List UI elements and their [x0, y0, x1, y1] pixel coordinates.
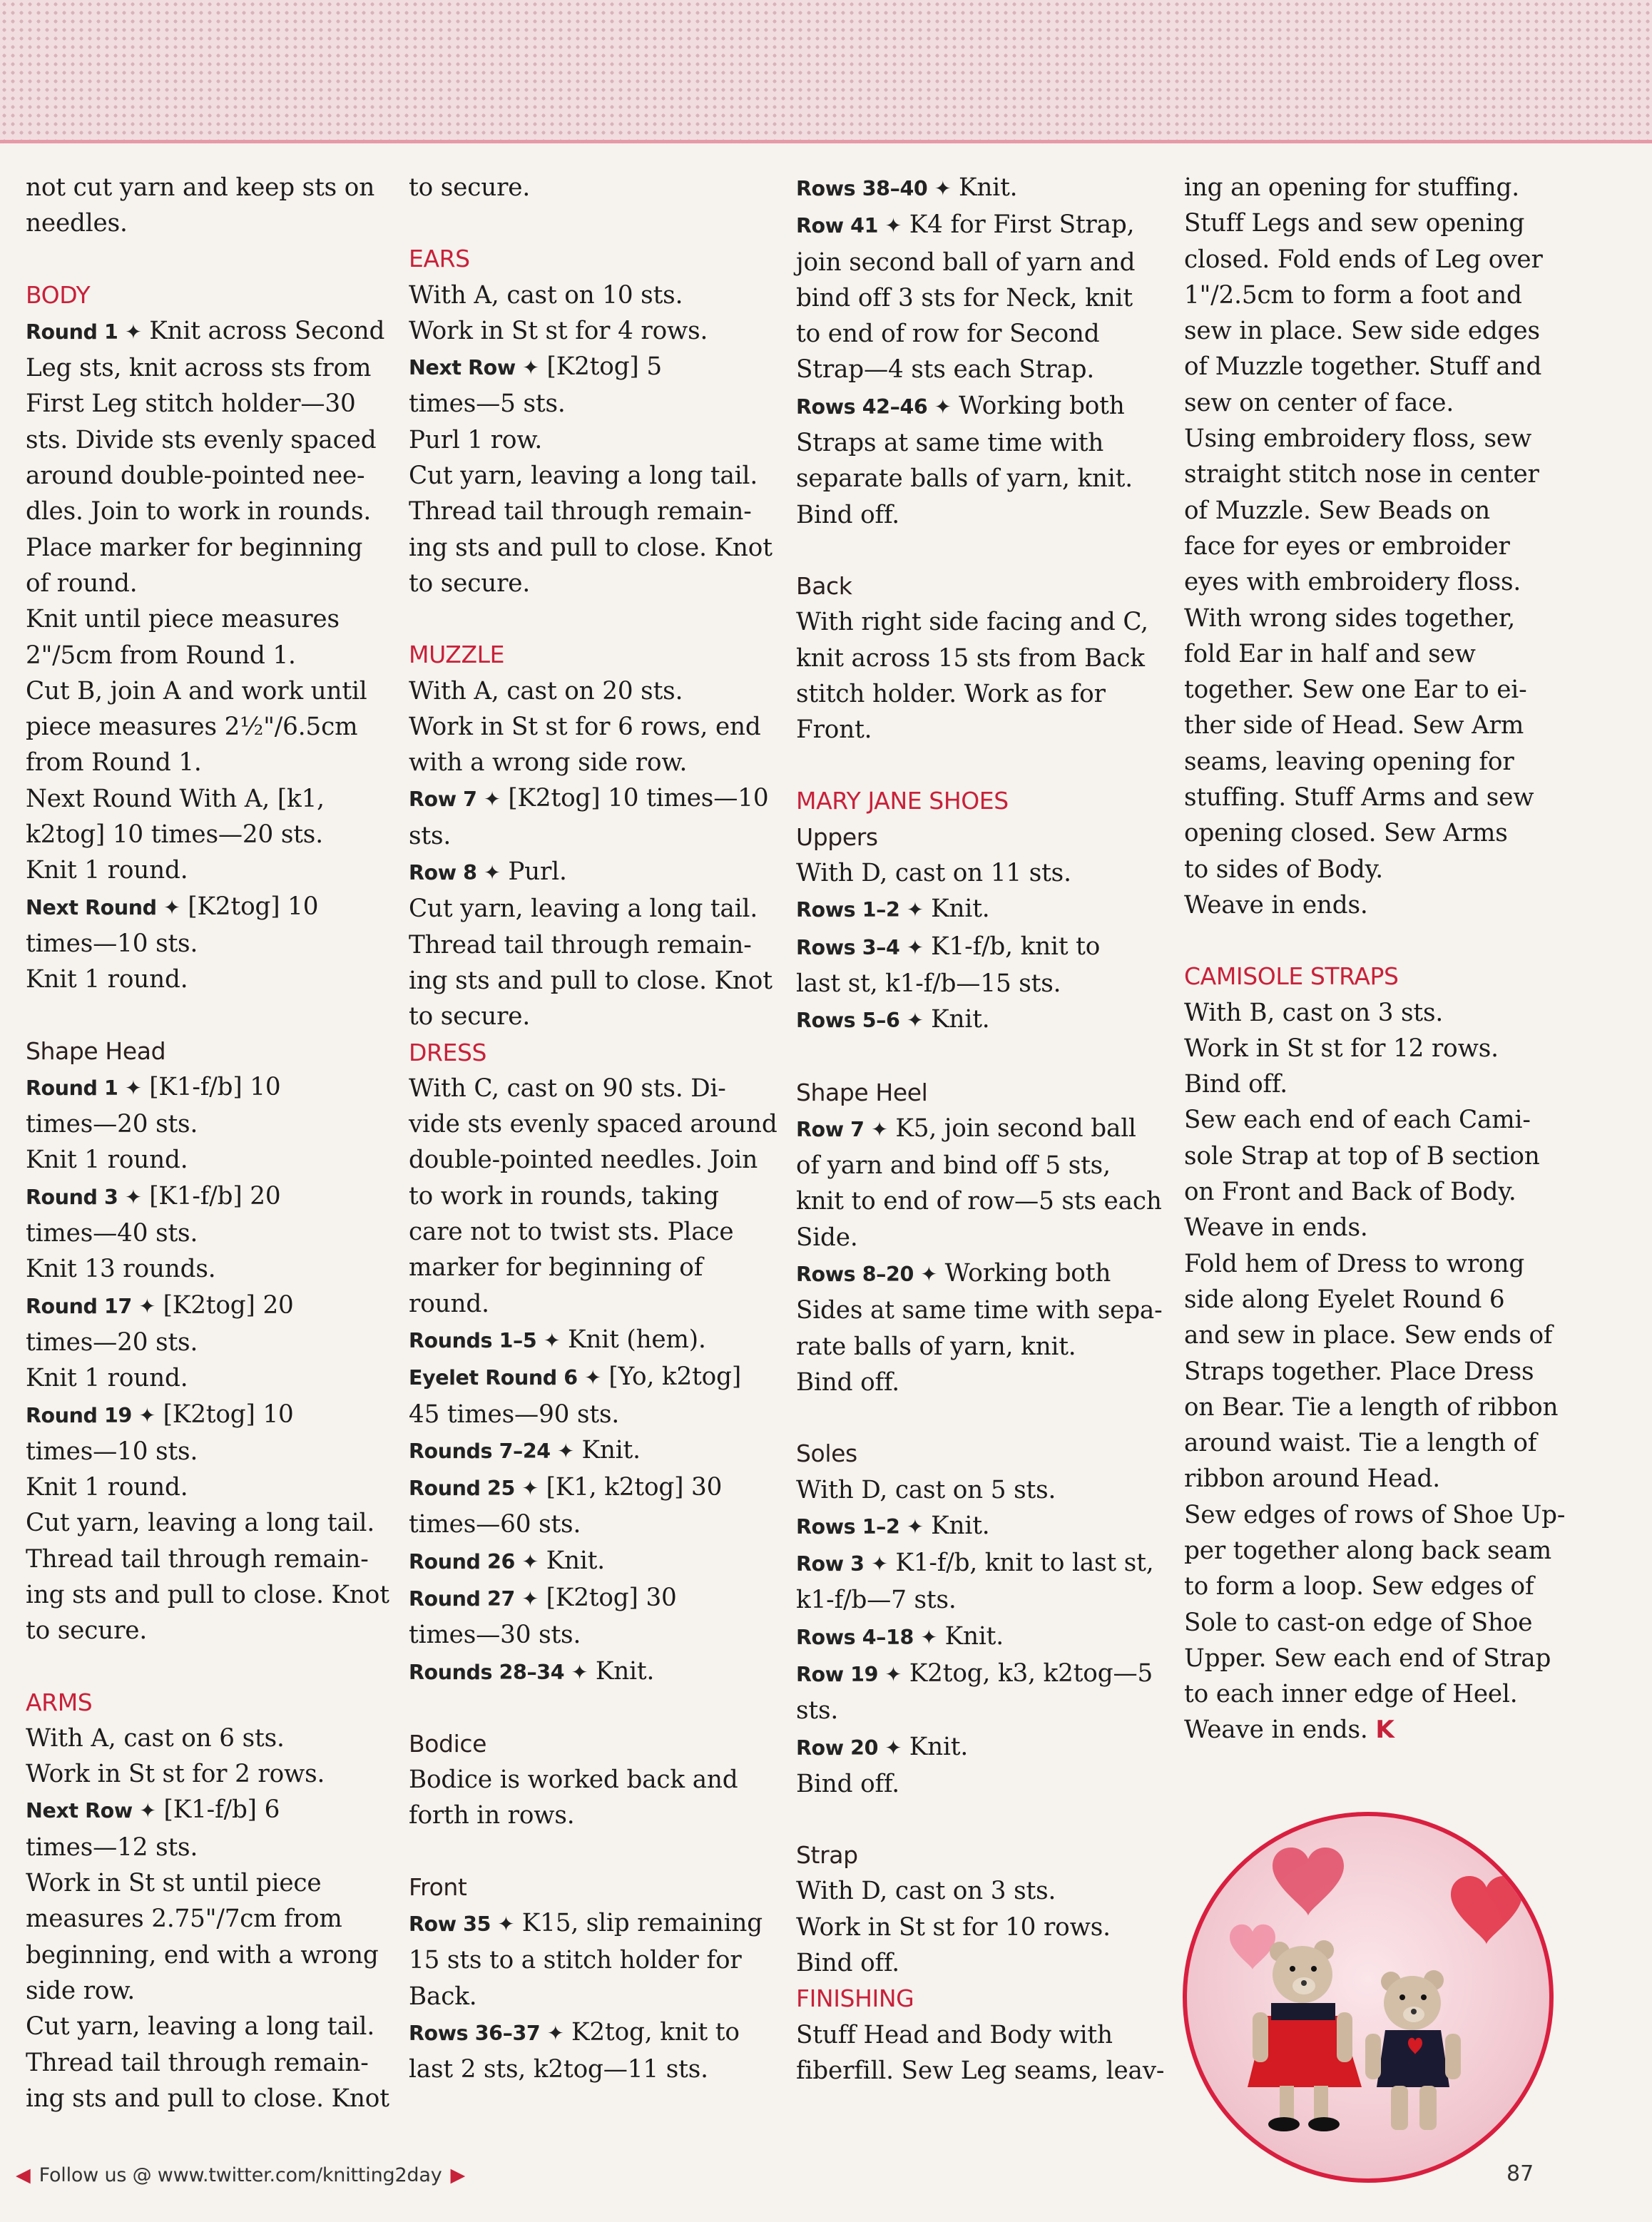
text-line: Sides at same time with sepa- — [796, 1296, 1163, 1325]
text-line: Purl 1 row. — [409, 425, 543, 454]
end-mark: K — [1375, 1716, 1394, 1745]
text-line: face for eyes or embroider — [1184, 531, 1510, 561]
text-line: to form a loop. Sew edges of — [1184, 1572, 1534, 1601]
text-line: times—10 sts. — [26, 929, 198, 958]
text-line: Round 3 ✦ [K1-f/b] 20 — [26, 1181, 281, 1211]
text-line: 1"/2.5cm to form a foot and — [1184, 280, 1522, 310]
text-line: Rows 5–6 ✦ Knit. — [796, 1005, 990, 1034]
text-line: together. Sew one Ear to ei- — [1184, 676, 1527, 705]
text-line: Bind off. — [796, 1367, 900, 1397]
text-line: Rows 38–40 ✦ Knit. — [796, 173, 1018, 202]
text-line: times—20 sts. — [26, 1327, 198, 1357]
text-line: Round 1 ✦ Knit across Second — [26, 316, 385, 345]
text-line: from Round 1. — [26, 748, 202, 778]
text-line: Place marker for beginning — [26, 533, 363, 562]
text-line: Rows 36–37 ✦ K2tog, knit to — [409, 2017, 740, 2047]
subheading-soles: Soles — [796, 1439, 857, 1468]
text-line: 15 sts to a stitch holder for — [409, 1946, 742, 1975]
text-line: Side. — [796, 1223, 858, 1252]
text-line: Rows 1–2 ✦ Knit. — [796, 895, 990, 924]
text-line: Thread tail through remain- — [409, 497, 752, 526]
text-line: Work in St st for 2 rows. — [26, 1760, 325, 1789]
text-line: times—10 sts. — [26, 1437, 198, 1466]
text-line: With D, cast on 11 sts. — [796, 859, 1071, 888]
text-line: side row. — [26, 1976, 136, 2005]
text-line: Straps at same time with — [796, 429, 1104, 458]
text-line: Bind off. — [796, 500, 900, 529]
heart-balloon-icon — [1451, 1876, 1522, 1945]
text-line: Cut yarn, leaving a long tail. — [26, 1509, 375, 1538]
footer-left-ornament-icon: ◀ — [16, 2164, 31, 2186]
text-line: Rows 42–46 ✦ Working both — [796, 391, 1125, 420]
subheading-shape-head: Shape Head — [26, 1036, 166, 1065]
subheading-bodice: Bodice — [409, 1729, 486, 1758]
text-line: times—60 sts. — [409, 1510, 581, 1539]
section-heading-arms: ARMS — [26, 1688, 93, 1716]
text-line: stitch holder. Work as for — [796, 679, 1106, 708]
text-line: fold Ear in half and sew — [1184, 639, 1476, 668]
text-line: round. — [409, 1289, 489, 1318]
text-line: opening closed. Sew Arms — [1184, 819, 1508, 848]
text-line: sts. Divide sts evenly spaced — [26, 425, 377, 454]
text-line: needles. — [26, 209, 128, 238]
text-line: knit across 15 sts from Back — [796, 643, 1145, 673]
text-line: times—20 sts. — [26, 1110, 198, 1139]
text-line: Eyelet Round 6 ✦ [Yo, k2tog] — [409, 1362, 742, 1392]
text-line: separate balls of yarn, knit. — [796, 464, 1133, 494]
text-line: to end of row for Second — [796, 320, 1100, 349]
text-line: times—40 sts. — [26, 1219, 198, 1248]
text-line: and sew in place. Sew ends of — [1184, 1321, 1553, 1350]
text-line: Using embroidery floss, sew — [1184, 424, 1532, 454]
text-line: Thread tail through remain- — [26, 1544, 369, 1574]
text-line: measures 2.75"/7cm from — [26, 1905, 342, 1934]
text-line: Knit until piece measures — [26, 605, 340, 634]
text-line: Rounds 28–34 ✦ Knit. — [409, 1656, 655, 1686]
text-line: dles. Join to work in rounds. — [26, 497, 372, 526]
text-line: Next Round ✦ [K2tog] 10 — [26, 892, 319, 921]
subheading-strap: Strap — [796, 1841, 858, 1870]
text-line: per together along back seam — [1184, 1536, 1552, 1565]
text-line: Round 27 ✦ [K2tog] 30 — [409, 1583, 677, 1612]
text-line: Round 17 ✦ [K2tog] 20 — [26, 1290, 294, 1320]
footer-text: Follow us @ www.twitter.com/knitting2day — [39, 2164, 442, 2186]
section-heading-mary-jane-shoes: MARY JANE SHOES — [796, 787, 1009, 815]
text-line: Rows 1–2 ✦ Knit. — [796, 1511, 990, 1540]
text-line: With D, cast on 3 sts. — [796, 1877, 1056, 1906]
footer-right-ornament-icon: ▶ — [450, 2164, 466, 2186]
text-line: Next Round With A, [k1, — [26, 784, 325, 813]
text-line: Bind off. — [796, 1949, 900, 1978]
bear-red-dress — [1248, 1940, 1362, 2131]
text-line: bind off 3 sts for Neck, knit — [796, 283, 1133, 312]
column-1 — [26, 170, 397, 2116]
text-line: last 2 sts, k2tog—11 sts. — [409, 2055, 708, 2084]
text-line: Stuff Legs and sew opening — [1184, 209, 1525, 238]
text-line: Thread tail through remain- — [26, 2048, 369, 2077]
text-line: Back. — [409, 1982, 477, 2011]
text-line: around waist. Tie a length of — [1184, 1429, 1537, 1458]
text-line: With A, cast on 10 sts. — [409, 280, 683, 310]
text-line: times—30 sts. — [409, 1621, 581, 1650]
text-line: double-pointed needles. Join — [409, 1146, 758, 1175]
section-heading-ears: EARS — [409, 245, 470, 273]
text-line: Thread tail through remain- — [409, 930, 752, 959]
text-line: Round 26 ✦ Knit. — [409, 1546, 605, 1575]
text-line: With A, cast on 20 sts. — [409, 676, 683, 705]
text-line: Work in St st until piece — [26, 1869, 322, 1898]
text-line: Rows 3–4 ✦ K1-f/b, knit to — [796, 932, 1101, 961]
subheading-back: Back — [796, 571, 852, 600]
footer-follow-link[interactable] — [7, 2164, 474, 2186]
text-line: sole Strap at top of B section — [1184, 1141, 1540, 1171]
subheading-uppers: Uppers — [796, 822, 878, 851]
text-line: Knit 13 rounds. — [26, 1255, 216, 1284]
text-line: sts. — [796, 1696, 839, 1726]
text-line: of Muzzle. Sew Beads on — [1184, 496, 1491, 525]
text-line: With C, cast on 90 sts. Di- — [409, 1074, 726, 1103]
text-line: Knit 1 round. — [26, 1473, 188, 1502]
text-line: Next Row ✦ [K1-f/b] 6 — [26, 1795, 280, 1825]
text-line: ing sts and pull to close. Knot — [409, 533, 773, 562]
heart-balloon-icon — [1230, 1925, 1275, 1969]
text-line: With D, cast on 5 sts. — [796, 1475, 1056, 1504]
text-line: Row 8 ✦ Purl. — [409, 857, 567, 887]
text-line: Knit 1 round. — [26, 1146, 188, 1175]
text-line: Stuff Head and Body with — [796, 2020, 1113, 2049]
text-line: Rows 8–20 ✦ Working both — [796, 1259, 1111, 1288]
text-line: Knit 1 round. — [26, 965, 188, 994]
text-line: closed. Fold ends of Leg over — [1184, 245, 1543, 274]
text-line: Row 3 ✦ K1-f/b, knit to last st, — [796, 1549, 1154, 1578]
text-line: sts. — [409, 821, 452, 850]
text-line: to secure. — [409, 1002, 531, 1031]
text-line: With right side facing and C, — [796, 608, 1148, 637]
bear-navy-sweater — [1365, 1970, 1461, 2130]
text-line: with a wrong side row. — [409, 748, 688, 778]
top-band-rule — [0, 140, 1652, 143]
text-line: Next Row ✦ [K2tog] 5 — [409, 352, 662, 382]
text-line: Rows 4–18 ✦ Knit. — [796, 1621, 1004, 1651]
text-line: Knit 1 round. — [26, 1364, 188, 1393]
text-line: of yarn and bind off 5 sts, — [796, 1151, 1111, 1181]
text-line: knit to end of row—5 sts each — [796, 1187, 1162, 1216]
text-line: Fold hem of Dress to wrong — [1184, 1249, 1525, 1278]
text-line: beginning, end with a wrong — [26, 1940, 379, 1969]
text-line: Row 35 ✦ K15, slip remaining — [409, 1909, 763, 1938]
text-line: last st, k1-f/b—15 sts. — [796, 969, 1061, 998]
text-line: join second ball of yarn and — [796, 248, 1136, 277]
text-line: Row 20 ✦ Knit. — [796, 1732, 969, 1761]
text-line: Row 7 ✦ K5, join second ball — [796, 1113, 1136, 1143]
text-line: rate balls of yarn, knit. — [796, 1332, 1076, 1361]
text-line: Round 1 ✦ [K1-f/b] 10 — [26, 1072, 281, 1101]
text-line: Cut yarn, leaving a long tail. — [26, 2012, 375, 2042]
text-line: With B, cast on 3 sts. — [1184, 998, 1444, 1027]
text-line: of round. — [26, 569, 138, 598]
text-line: times—5 sts. — [409, 389, 566, 419]
text-line: Round 19 ✦ [K2tog] 10 — [26, 1400, 294, 1429]
text-line: With A, cast on 6 sts. — [26, 1723, 285, 1753]
text-line: Sew edges of rows of Shoe Up- — [1184, 1500, 1566, 1529]
text-line: ther side of Head. Sew Arm — [1184, 711, 1524, 740]
text-line: to secure. — [26, 1616, 148, 1646]
text-line: Rounds 1–5 ✦ Knit (hem). — [409, 1325, 706, 1354]
column-4 — [1184, 170, 1569, 1748]
text-line: vide sts evenly spaced around — [409, 1110, 777, 1139]
text-line: care not to twist sts. Place — [409, 1218, 734, 1247]
text-line: Bind off. — [796, 1769, 900, 1798]
text-line: ing sts and pull to close. Knot — [409, 966, 773, 995]
text-line: Upper. Sew each end of Strap — [1184, 1643, 1551, 1673]
text-line: to secure. — [409, 173, 531, 202]
text-line: ing an opening for stuffing. — [1184, 173, 1519, 202]
text-line: Straps together. Place Dress — [1184, 1357, 1534, 1386]
text-line: Bodice is worked back and — [409, 1765, 738, 1795]
text-line: piece measures 2½"/6.5cm — [26, 713, 358, 742]
section-heading-body: BODY — [26, 280, 91, 309]
text-line: k2tog] 10 times—20 sts. — [26, 820, 323, 850]
subheading-shape-heel: Shape Heel — [796, 1078, 928, 1106]
text-line: Cut yarn, leaving a long tail. — [409, 895, 758, 924]
text-line: sew on center of face. — [1184, 388, 1454, 417]
text-line: on Bear. Tie a length of ribbon — [1184, 1392, 1559, 1422]
text-line: not cut yarn and keep sts on — [26, 173, 375, 202]
text-line: Work in St st for 10 rows. — [796, 1912, 1111, 1942]
text-line: Work in St st for 6 rows, end — [409, 712, 761, 741]
subheading-front: Front — [409, 1872, 467, 1901]
text-line: Knit 1 round. — [26, 856, 188, 885]
text-line: 2"/5cm from Round 1. — [26, 641, 296, 670]
text-line: fiberfill. Sew Leg seams, leav- — [796, 2056, 1165, 2085]
text-line: sew in place. Sew side edges — [1184, 317, 1540, 346]
text-line: times—12 sts. — [26, 1833, 198, 1862]
heart-balloon-icon — [1273, 1848, 1344, 1916]
page-number: 87 — [1506, 2161, 1534, 2186]
text-line: k1-f/b—7 sts. — [796, 1586, 957, 1615]
text-line: ing sts and pull to close. Knot — [26, 2084, 389, 2113]
column-2 — [409, 170, 780, 2088]
section-heading-dress: DRESS — [409, 1038, 487, 1066]
text-line: forth in rows. — [409, 1801, 575, 1830]
text-line: Work in St st for 12 rows. — [1184, 1034, 1499, 1063]
text-line: to work in rounds, taking — [409, 1181, 719, 1211]
text-line: Rounds 7–24 ✦ Knit. — [409, 1435, 641, 1464]
text-line: stuffing. Stuff Arms and sew — [1184, 783, 1534, 812]
text-line: to sides of Body. — [1184, 855, 1383, 884]
text-line: Cut yarn, leaving a long tail. — [409, 462, 758, 491]
text-line: straight stitch nose in center — [1184, 460, 1539, 489]
text-line: ribbon around Head. — [1184, 1464, 1440, 1494]
text-line: With wrong sides together, — [1184, 603, 1516, 633]
text-line: Weave in ends. — [1184, 1213, 1368, 1243]
text-line: Work in St st for 4 rows. — [409, 316, 708, 345]
text-line: seams, leaving opening for — [1184, 747, 1514, 776]
text-line: Sew each end of each Cami- — [1184, 1106, 1531, 1135]
text-line: side along Eyelet Round 6 — [1184, 1285, 1505, 1314]
text-line: ing sts and pull to close. Knot — [26, 1580, 389, 1609]
text-line: Weave in ends. K — [1184, 1716, 1394, 1745]
section-heading-finishing: FINISHING — [796, 1984, 914, 2013]
bears-illustration — [1187, 1816, 1549, 2178]
text-line: Row 41 ✦ K4 for First Strap, — [796, 210, 1135, 240]
text-line: Weave in ends. — [1184, 890, 1368, 919]
text-line: Row 7 ✦ [K2tog] 10 times—10 — [409, 784, 769, 813]
text-line: 45 times—90 sts. — [409, 1400, 620, 1429]
text-line: on Front and Back of Body. — [1184, 1178, 1516, 1207]
decorative-star-icon — [1511, 2116, 1522, 2130]
section-heading-camisole-straps: CAMISOLE STRAPS — [1184, 962, 1399, 991]
text-line: Cut B, join A and work until — [26, 676, 367, 705]
text-line: to secure. — [409, 569, 531, 598]
text-line: Front. — [796, 715, 872, 745]
text-line: Round 25 ✦ [K1, k2tog] 30 — [409, 1473, 723, 1502]
text-line: to each inner edge of Heel. — [1184, 1680, 1518, 1709]
text-line: Bind off. — [1184, 1070, 1288, 1099]
text-line: Strap—4 sts each Strap. — [796, 355, 1095, 384]
bears-photo — [1183, 1812, 1554, 2183]
text-line: marker for beginning of — [409, 1253, 703, 1283]
text-line: First Leg stitch holder—30 — [26, 389, 356, 419]
text-line: of Muzzle together. Stuff and — [1184, 352, 1542, 382]
column-3 — [796, 170, 1167, 2089]
text-line: Sole to cast-on edge of Shoe — [1184, 1608, 1533, 1637]
text-line: around double-pointed nee- — [26, 462, 365, 491]
text-line: Leg sts, knit across sts from — [26, 354, 372, 383]
top-pattern-band — [0, 0, 1652, 143]
text-line: Row 19 ✦ K2tog, k3, k2tog—5 — [796, 1658, 1153, 1688]
section-heading-muzzle: MUZZLE — [409, 641, 505, 669]
text-line: eyes with embroidery floss. — [1184, 568, 1521, 597]
